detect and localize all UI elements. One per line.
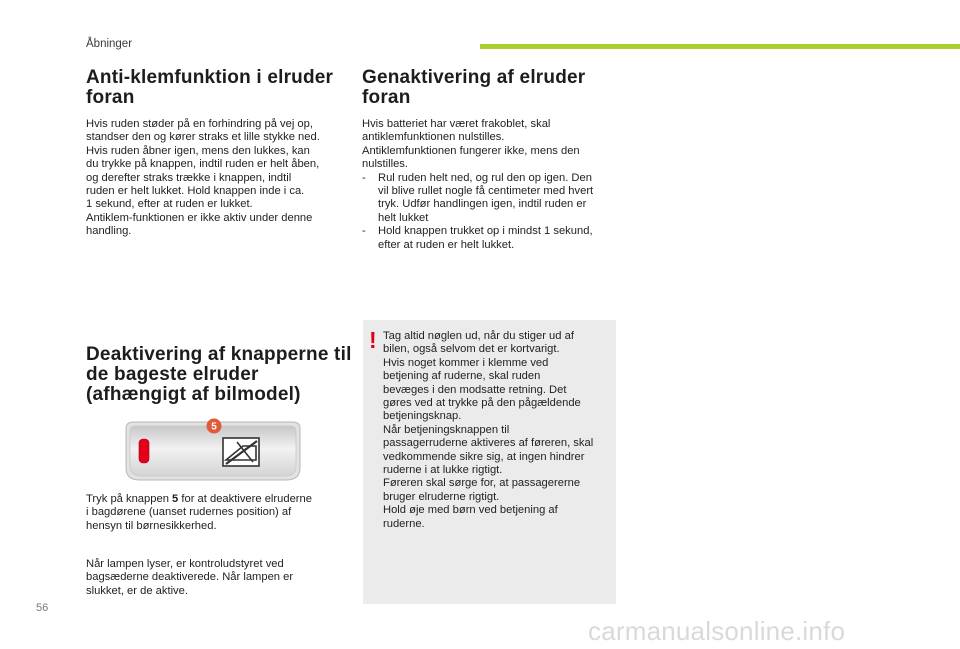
text-line: Hold øje med børn ved betjening af xyxy=(383,504,558,517)
text-line: antiklemfunktionen nulstilles. xyxy=(362,131,505,144)
text-line: nulstilles. xyxy=(362,158,409,171)
paragraph-tryk-knappen xyxy=(86,493,348,533)
section-accent-bar xyxy=(480,44,960,49)
text-line: 1 sekund, efter at ruden er lukket. xyxy=(86,198,253,211)
text-line: du trykke på knappen, indtil ruden er helt åben, xyxy=(86,158,320,171)
text-line: bilen, også selvom det er kortvarigt. xyxy=(383,343,560,356)
text-run: for at deaktivere elruderne xyxy=(178,493,312,505)
paragraph-genaktivering xyxy=(362,118,618,252)
warning-exclamation-icon: ! xyxy=(369,327,377,353)
indicator-lamp-icon xyxy=(139,439,149,463)
heading-anti-klemfunktion: Anti-klemfunktion i elruder foran xyxy=(86,67,334,108)
text-line: Når betjeningsknappen til xyxy=(383,423,510,436)
text-line: Føreren skal sørge for, at passagererne xyxy=(383,477,581,490)
text-line: gøres ved at trykke på den pågældende xyxy=(383,397,581,410)
text-line: ruderne. xyxy=(383,517,425,530)
text-line: bruger elruderne rigtigt. xyxy=(383,490,500,503)
list-item xyxy=(362,172,618,226)
list-item xyxy=(362,225,618,252)
text-line: helt lukket xyxy=(378,211,429,224)
button-number: 5 xyxy=(172,493,179,505)
text-line: bevæges i den modsatte retning. Det xyxy=(383,383,567,396)
text-line: vedkommende sikre sig, at ingen hindrer xyxy=(383,450,585,463)
text-line: Hvis noget kommer i klemme ved xyxy=(383,356,549,369)
text-line: efter at ruden er helt lukket. xyxy=(378,238,515,251)
text-line: ruderne i at lukke rigtigt. xyxy=(383,464,503,477)
list-dash: - xyxy=(362,171,366,184)
text-line: Når lampen lyser, er kontroludstyret ved xyxy=(86,558,284,570)
heading-deaktivering: Deaktivering af knapperne til de bageste elruder (afhængigt af bilmodel) xyxy=(86,344,352,405)
text-line: bagsæderne deaktiverede. Når lampen er xyxy=(86,571,294,584)
text-line: vil blive rullet nogle få centimeter med hvert xyxy=(378,185,594,198)
text-line: Tag altid nøglen ud, når du stiger ud af xyxy=(383,330,574,342)
text-line: handling. xyxy=(86,225,132,238)
text-line: Hvis ruden støder på en forhindring på vej op, xyxy=(86,118,313,130)
text-line: Hvis batteriet har været frakoblet, skal xyxy=(362,118,551,130)
text-line: Hvis ruden åbner igen, mens den lukkes, kan xyxy=(86,144,310,157)
text-line xyxy=(86,493,348,506)
text-line: standser den og kører straks et lille stykke ned. xyxy=(86,131,320,144)
text-line: og derefter straks trække i knappen, indtil xyxy=(86,171,292,184)
callout-5-label: 5 xyxy=(211,421,217,433)
text-line: hensyn til børnesikkerhed. xyxy=(86,519,217,532)
text-line: betjening af ruderne, skal ruden xyxy=(383,370,541,383)
text-line: Antiklem-funktionen er ikke aktiv under denne xyxy=(86,211,313,224)
paragraph-anti-klemfunktion xyxy=(86,118,348,239)
text-line: Rul ruden helt ned, og rul den op igen. Den xyxy=(378,171,592,184)
paragraph-naar-lampen xyxy=(86,558,348,598)
text-line: passagerruderne aktiveres af føreren, skal xyxy=(383,437,594,450)
heading-genaktivering: Genaktivering af elruder foran xyxy=(362,67,586,108)
text-line: ruden er helt lukket. Hold knappen inde i ca. xyxy=(86,185,305,198)
text-line: tryk. Udfør handlingen igen, indtil ruden er xyxy=(378,198,587,211)
text-line: Antiklemfunktionen fungerer ikke, mens den xyxy=(362,144,580,157)
section-label: Åbninger xyxy=(86,38,133,50)
text-line: slukket, er de aktive. xyxy=(86,584,188,597)
text-line: i bagdørene (uanset rudernes position) af xyxy=(86,506,292,519)
text-line: betjeningsknap. xyxy=(383,410,462,423)
list-dash: - xyxy=(362,225,366,238)
text-run: Tryk på knappen xyxy=(86,493,173,505)
rear-window-lock-icon xyxy=(223,438,259,466)
page-number: 56 xyxy=(36,602,49,614)
child-lock-panel-illustration xyxy=(120,418,306,484)
text-line: Hold knappen trukket op i mindst 1 sekund, xyxy=(378,225,593,238)
watermark: carmanualsonline.info xyxy=(588,616,846,646)
warning-text xyxy=(383,330,615,531)
panel-face xyxy=(130,426,296,476)
